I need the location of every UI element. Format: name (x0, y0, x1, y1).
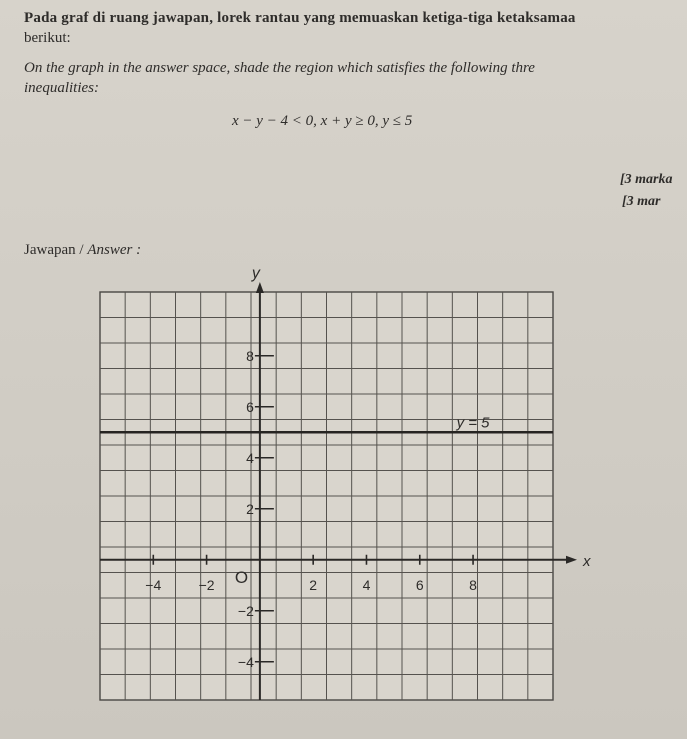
x-tick-label: −4 (145, 576, 162, 593)
x-tick-label: 4 (362, 576, 371, 593)
y-axis-arrow (256, 282, 264, 293)
y-axis-label: y (251, 265, 260, 282)
question-malay-line2: berikut: (24, 30, 71, 46)
grid-lines (100, 292, 553, 700)
y-tick-label: 4 (246, 449, 254, 466)
x-axis-label: x (583, 552, 591, 570)
answer-label-malay: Jawapan / (24, 242, 88, 258)
y-tick-label: 6 (246, 398, 254, 415)
question-english-line1: On the graph in the answer space, shade the region which satisfies the following thre (24, 60, 535, 76)
question-english-line2: inequalities: (24, 80, 99, 96)
y-tick-label: −2 (237, 602, 254, 619)
boundary-line-label: y = 5 (456, 414, 490, 432)
marks-label-1: [3 marka (620, 172, 673, 187)
x-tick-label: 2 (309, 576, 318, 593)
x-axis-arrow (566, 556, 577, 564)
y-tick-label: −4 (237, 653, 254, 670)
question-malay-line1: Pada graf di ruang jawapan, lorek rantau yang memuaskan ketiga-tiga ketaksamaa (24, 10, 576, 26)
inequality-expression: x − y − 4 < 0, x + y ≥ 0, y ≤ 5 (232, 113, 413, 129)
marks-label-2: [3 mar (622, 194, 661, 209)
x-tick-label: −2 (198, 576, 215, 593)
y-tick-label: 2 (246, 500, 254, 517)
x-tick-label: 6 (415, 576, 424, 593)
origin-label: O (234, 567, 249, 587)
y-tick-label: 8 (246, 347, 254, 364)
answer-label-english: Answer : (87, 242, 142, 258)
x-tick-label: 8 (469, 576, 477, 593)
